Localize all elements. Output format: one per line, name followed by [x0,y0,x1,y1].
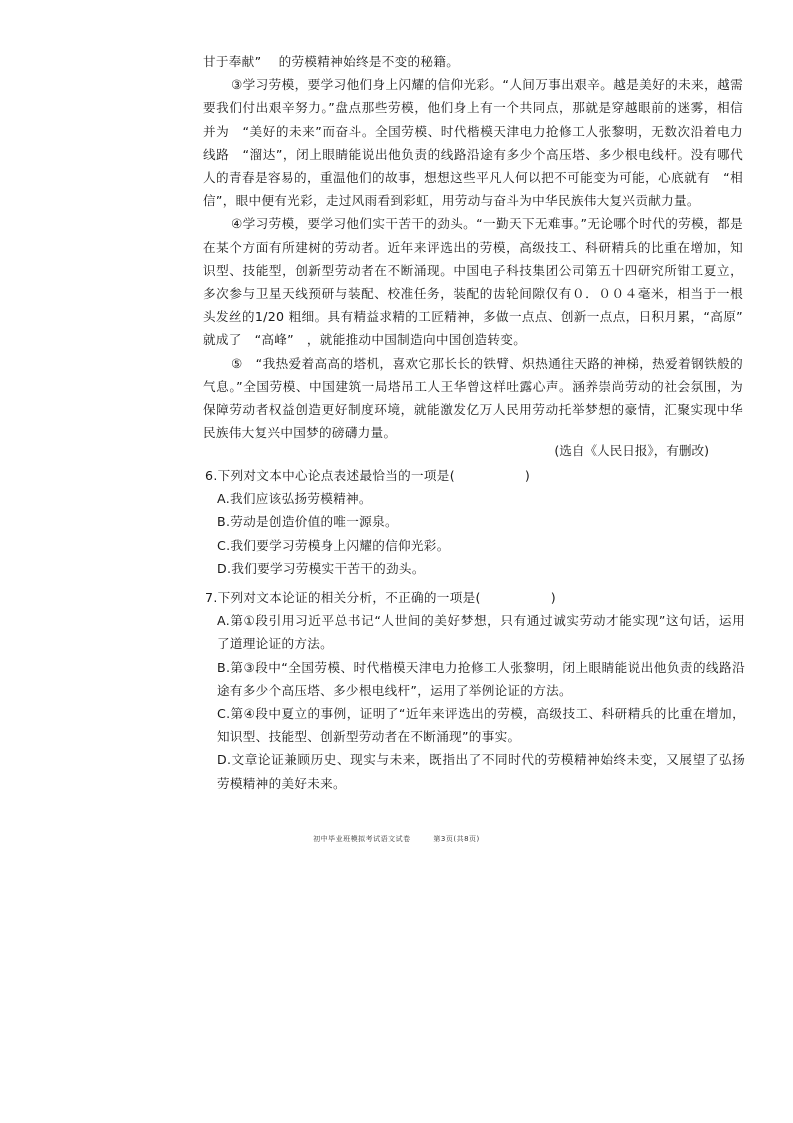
option-c: C.我们要学习劳模身上闪耀的信仰光彩。 [217,537,450,553]
question-6 [205,464,745,580]
passage-paragraph-3: ③学习劳模，要学习他们身上闪耀的信仰光彩。“人间万事出艰辛。越是美好的未来，越需要我们付出艰辛努力。”盘点那些劳模，他们身上有一个共同点，那就是穿越眼前的迷雾，相信并为 “美好的未来”而奋斗。全国劳模、时代楷模天津电力抢修工人张黎明，无数次沿着电力线路 “溜达”，闭上眼睛能说出他负责的线路沿途有多少个高压塔、多少根电线杆。没有哪代人的青春是容易的，重温他们的故事，想想这些平凡人何以把不可能变为可能，心底就有 “相信”，眼中便有光彩，走过风雨看到彩虹，用劳动与奋斗为中华民族伟大复兴贡献力量。 [203,77,743,209]
option-d: D.文章论证兼顾历史、现实与未来，既指出了不同时代的劳模精神始终未变，又展望了弘扬劳模精神的美好未来。 [217,752,745,791]
page-footer [0,834,793,844]
question-stem: 7.下列对文本论证的相关分析，不正确的一项是( ) [205,590,556,606]
option-a: A.我们应该弘扬劳模精神。 [217,491,372,507]
option-b: B.第③段中“全国劳模、时代楷模天津电力抢修工人张黎明，闭上眼睛能说出他负责的线路沿途有多少个高压塔、多少根电线杆”，运用了举例论证的方法。 [217,659,745,698]
option-b: B.劳动是创造价值的唯一源泉。 [217,514,398,530]
question-list [205,464,745,795]
passage [203,50,761,444]
passage-paragraph-4: ④学习劳模，要学习他们实干苦干的劲头。“一勤天下无难事。”无论哪个时代的劳模，都是在某个方面有所建树的劳动者。近年来评选出的劳模，高级技工、科研精兵的比重在增加，知识型、技能型，创新型劳动者在不断涌现。中国电子科技集团公司第五十四研究所钳工夏立，多次参与卫星天线预研与装配、校准任务，装配的齿轮间隙仅有０．００４毫米，相当于一根头发丝的1/20 粗细。具有精益求精的工匠精神，多做一点点、创新一点点，日积月累，“高原” 就成了 “高峰” ，就能推动中国制造向中国创造转变。 [203,216,761,348]
option-d: D.我们要学习劳模实干苦干的劲头。 [217,560,425,576]
passage-source: (选自《人民日报》，有删改) [554,443,709,458]
exam-title: 初中毕业班模拟考试语文试卷 [313,835,411,843]
passage-intro-line: 甘于奉献” 的劳模精神始终是不变的秘籍。 [203,54,460,69]
question-7 [205,586,745,795]
passage-paragraph-5: ⑤ “我热爱着高高的塔机，喜欢它那长长的铁臂、炽热通往天路的神梯，热爱着钢铁般的气息。”全国劳模、中国建筑一局塔吊工人王华曾这样吐露心声。涵养崇尚劳动的社会氛围，为保障劳动者权益创造更好制度环境，就能激发亿万人民用劳动托举梦想的豪情，汇聚实现中华民族伟大复兴中国梦的磅礴力量。 [203,355,743,441]
question-stem: 6.下列对文本中心论点表述最恰当的一项是( ) [205,468,531,483]
option-a: A.第①段引用习近平总书记“人世间的美好梦想，只有通过诚实劳动才能实现”这句话，运用了道理论证的方法。 [217,613,745,652]
page-number: 第3页(共8页) [433,835,480,843]
option-c: C.第④段中夏立的事例，证明了“近年来评选出的劳模，高级技工、科研精兵的比重在增加，知识型、技能型、创新型劳动者在不断涌现”的事实。 [217,706,745,745]
